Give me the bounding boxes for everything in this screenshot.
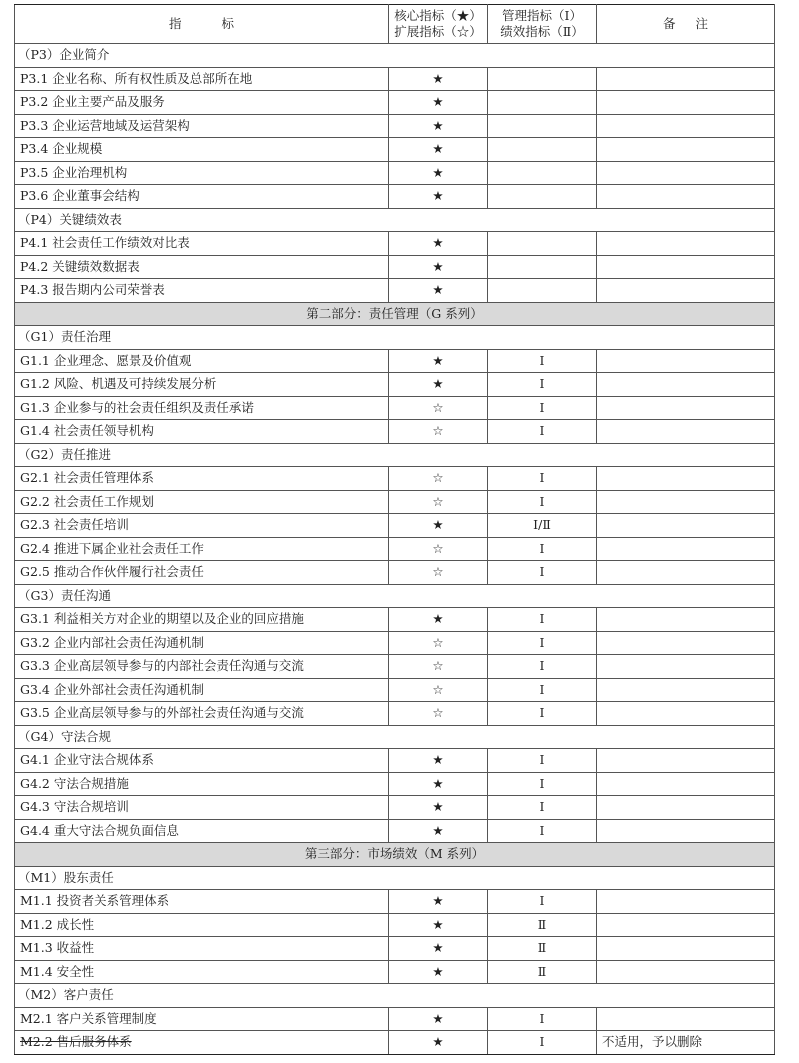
mgmt-type-cell: Ⅰ xyxy=(488,749,597,773)
indicator-cell: G1.4 社会责任领导机构 xyxy=(15,420,389,444)
remark-cell xyxy=(597,373,775,397)
section-heading: （G1）责任治理 xyxy=(15,326,775,350)
mgmt-type-cell: Ⅰ xyxy=(488,655,597,679)
table-row xyxy=(15,420,775,444)
core-symbol-cell: ☆ xyxy=(389,702,488,726)
section-heading-row xyxy=(15,44,775,68)
core-symbol-cell: ★ xyxy=(389,91,488,115)
header-core-line1: 核心指标（★） xyxy=(394,8,482,23)
table-row xyxy=(15,396,775,420)
indicator-table-sheet xyxy=(14,4,774,1055)
table-row xyxy=(15,796,775,820)
remark-cell xyxy=(597,232,775,256)
indicator-cell: G3.5 企业高层领导参与的外部社会责任沟通与交流 xyxy=(15,702,389,726)
core-symbol-cell: ☆ xyxy=(389,490,488,514)
remark-cell xyxy=(597,420,775,444)
table-row xyxy=(15,232,775,256)
mgmt-type-cell xyxy=(488,138,597,162)
remark-cell xyxy=(597,702,775,726)
table-row xyxy=(15,185,775,209)
table-row xyxy=(15,537,775,561)
remark-cell xyxy=(597,913,775,937)
core-symbol-cell: ★ xyxy=(389,796,488,820)
indicator-cell: M1.3 收益性 xyxy=(15,937,389,961)
indicator-cell: G4.3 守法合规培训 xyxy=(15,796,389,820)
table-row xyxy=(15,67,775,91)
header-core xyxy=(389,5,488,44)
indicator-cell: M1.4 安全性 xyxy=(15,960,389,984)
table-row xyxy=(15,467,775,491)
core-symbol-cell: ★ xyxy=(389,819,488,843)
table-row xyxy=(15,913,775,937)
remark-cell xyxy=(597,255,775,279)
mgmt-type-cell xyxy=(488,161,597,185)
mgmt-type-cell: Ⅱ xyxy=(488,960,597,984)
table-row xyxy=(15,114,775,138)
indicator-cell: G1.2 风险、机遇及可持续发展分析 xyxy=(15,373,389,397)
core-symbol-cell: ★ xyxy=(389,255,488,279)
remark-cell xyxy=(597,655,775,679)
mgmt-type-cell: Ⅰ xyxy=(488,373,597,397)
mgmt-type-cell: Ⅰ xyxy=(488,890,597,914)
indicator-cell: G2.4 推进下属企业社会责任工作 xyxy=(15,537,389,561)
indicator-cell: G2.2 社会责任工作规划 xyxy=(15,490,389,514)
mgmt-type-cell: Ⅱ xyxy=(488,937,597,961)
core-symbol-cell: ★ xyxy=(389,185,488,209)
mgmt-type-cell: Ⅰ xyxy=(488,631,597,655)
core-symbol-cell: ★ xyxy=(389,161,488,185)
table-row xyxy=(15,819,775,843)
indicator-cell: G4.1 企业守法合规体系 xyxy=(15,749,389,773)
mgmt-type-cell: Ⅰ xyxy=(488,1031,597,1055)
remark-cell xyxy=(597,91,775,115)
mgmt-type-cell: Ⅰ/Ⅱ xyxy=(488,514,597,538)
core-symbol-cell: ★ xyxy=(389,114,488,138)
mgmt-type-cell xyxy=(488,91,597,115)
section-heading-row xyxy=(15,584,775,608)
indicator-cell: G1.3 企业参与的社会责任组织及责任承诺 xyxy=(15,396,389,420)
mgmt-type-cell: Ⅰ xyxy=(488,772,597,796)
part-heading-row xyxy=(15,843,775,867)
section-heading: （G4）守法合规 xyxy=(15,725,775,749)
core-symbol-cell: ★ xyxy=(389,608,488,632)
indicator-cell: G2.1 社会责任管理体系 xyxy=(15,467,389,491)
table-row xyxy=(15,91,775,115)
table-row xyxy=(15,631,775,655)
indicator-cell: P3.3 企业运营地域及运营架构 xyxy=(15,114,389,138)
indicator-cell: M1.1 投资者关系管理体系 xyxy=(15,890,389,914)
mgmt-type-cell xyxy=(488,279,597,303)
remark-cell xyxy=(597,185,775,209)
table-row xyxy=(15,890,775,914)
table-row xyxy=(15,373,775,397)
remark-cell xyxy=(597,467,775,491)
remark-cell xyxy=(597,67,775,91)
remark-cell xyxy=(597,114,775,138)
section-heading: （G3）责任沟通 xyxy=(15,584,775,608)
section-heading: （P3）企业简介 xyxy=(15,44,775,68)
core-symbol-cell: ★ xyxy=(389,279,488,303)
mgmt-type-cell: Ⅰ xyxy=(488,702,597,726)
header-mgmt-line1: 管理指标（Ⅰ） xyxy=(502,8,582,23)
mgmt-type-cell xyxy=(488,185,597,209)
mgmt-type-cell: Ⅰ xyxy=(488,1007,597,1031)
core-symbol-cell: ★ xyxy=(389,349,488,373)
mgmt-type-cell xyxy=(488,67,597,91)
indicator-cell: G3.1 利益相关方对企业的期望以及企业的回应措施 xyxy=(15,608,389,632)
core-symbol-cell: ☆ xyxy=(389,678,488,702)
section-heading: （P4）关键绩效表 xyxy=(15,208,775,232)
part-heading: 第三部分：市场绩效（M 系列） xyxy=(15,843,775,867)
core-symbol-cell: ★ xyxy=(389,960,488,984)
table-header xyxy=(15,5,775,44)
indicator-cell: G2.5 推动合作伙伴履行社会责任 xyxy=(15,561,389,585)
indicator-cell: P3.2 企业主要产品及服务 xyxy=(15,91,389,115)
core-symbol-cell: ★ xyxy=(389,937,488,961)
table-row xyxy=(15,749,775,773)
section-heading-row xyxy=(15,725,775,749)
core-symbol-cell: ☆ xyxy=(389,561,488,585)
core-symbol-cell: ★ xyxy=(389,1031,488,1055)
core-symbol-cell: ★ xyxy=(389,67,488,91)
table-row xyxy=(15,349,775,373)
table-row xyxy=(15,960,775,984)
section-heading: （G2）责任推进 xyxy=(15,443,775,467)
section-heading-row xyxy=(15,443,775,467)
indicator-cell: M1.2 成长性 xyxy=(15,913,389,937)
indicator-cell: P3.1 企业名称、所有权性质及总部所在地 xyxy=(15,67,389,91)
remark-cell xyxy=(597,819,775,843)
table-row xyxy=(15,655,775,679)
remark-cell xyxy=(597,514,775,538)
indicator-cell: P3.6 企业董事会结构 xyxy=(15,185,389,209)
remark-cell xyxy=(597,490,775,514)
core-symbol-cell: ☆ xyxy=(389,396,488,420)
mgmt-type-cell: Ⅰ xyxy=(488,561,597,585)
header-mgmt xyxy=(488,5,597,44)
section-heading-row xyxy=(15,984,775,1008)
table-row xyxy=(15,702,775,726)
remark-cell xyxy=(597,396,775,420)
indicator-cell: P3.5 企业治理机构 xyxy=(15,161,389,185)
mgmt-type-cell: Ⅰ xyxy=(488,678,597,702)
remark-cell xyxy=(597,749,775,773)
mgmt-type-cell: Ⅰ xyxy=(488,796,597,820)
core-symbol-cell: ★ xyxy=(389,772,488,796)
table-row xyxy=(15,561,775,585)
mgmt-type-cell: Ⅱ xyxy=(488,913,597,937)
mgmt-type-cell: Ⅰ xyxy=(488,467,597,491)
part-heading-row xyxy=(15,302,775,326)
indicator-cell: G1.1 企业理念、愿景及价值观 xyxy=(15,349,389,373)
core-symbol-cell: ☆ xyxy=(389,537,488,561)
remark-cell xyxy=(597,1007,775,1031)
mgmt-type-cell xyxy=(488,255,597,279)
mgmt-type-cell: Ⅰ xyxy=(488,819,597,843)
mgmt-type-cell: Ⅰ xyxy=(488,396,597,420)
table-row xyxy=(15,1031,775,1055)
remark-cell xyxy=(597,537,775,561)
table-row xyxy=(15,514,775,538)
core-symbol-cell: ☆ xyxy=(389,467,488,491)
header-core-line2: 扩展指标（☆） xyxy=(394,24,482,39)
section-heading-row xyxy=(15,208,775,232)
table-row xyxy=(15,161,775,185)
remark-cell: 不适用，予以删除 xyxy=(597,1031,775,1055)
remark-cell xyxy=(597,772,775,796)
table-row xyxy=(15,937,775,961)
indicator-cell: G4.2 守法合规措施 xyxy=(15,772,389,796)
core-symbol-cell: ★ xyxy=(389,514,488,538)
header-remark: 备注 xyxy=(597,5,775,44)
indicator-cell: G3.2 企业内部社会责任沟通机制 xyxy=(15,631,389,655)
core-symbol-cell: ☆ xyxy=(389,631,488,655)
indicator-cell: M2.2 售后服务体系 xyxy=(15,1031,389,1055)
mgmt-type-cell xyxy=(488,232,597,256)
indicator-cell: G2.3 社会责任培训 xyxy=(15,514,389,538)
remark-cell xyxy=(597,279,775,303)
indicator-cell: G3.3 企业高层领导参与的内部社会责任沟通与交流 xyxy=(15,655,389,679)
indicator-cell: P4.1 社会责任工作绩效对比表 xyxy=(15,232,389,256)
header-indicator: 指标 xyxy=(15,5,389,44)
mgmt-type-cell: Ⅰ xyxy=(488,490,597,514)
mgmt-type-cell: Ⅰ xyxy=(488,608,597,632)
mgmt-type-cell: Ⅰ xyxy=(488,537,597,561)
table-row xyxy=(15,138,775,162)
remark-cell xyxy=(597,561,775,585)
remark-cell xyxy=(597,796,775,820)
indicator-cell: P4.3 报告期内公司荣誉表 xyxy=(15,279,389,303)
remark-cell xyxy=(597,138,775,162)
remark-cell xyxy=(597,631,775,655)
table-row xyxy=(15,255,775,279)
header-mgmt-line2: 绩效指标（Ⅱ） xyxy=(500,24,584,39)
table-row xyxy=(15,678,775,702)
core-symbol-cell: ★ xyxy=(389,232,488,256)
table-row xyxy=(15,608,775,632)
core-symbol-cell: ☆ xyxy=(389,420,488,444)
core-symbol-cell: ★ xyxy=(389,1007,488,1031)
remark-cell xyxy=(597,608,775,632)
mgmt-type-cell: Ⅰ xyxy=(488,349,597,373)
section-heading-row xyxy=(15,326,775,350)
table-row xyxy=(15,772,775,796)
remark-cell xyxy=(597,161,775,185)
indicator-cell: M2.1 客户关系管理制度 xyxy=(15,1007,389,1031)
remark-cell xyxy=(597,349,775,373)
section-heading-row xyxy=(15,866,775,890)
section-heading: （M1）股东责任 xyxy=(15,866,775,890)
table-row xyxy=(15,490,775,514)
mgmt-type-cell: Ⅰ xyxy=(488,420,597,444)
indicator-cell: G3.4 企业外部社会责任沟通机制 xyxy=(15,678,389,702)
indicator-cell: P4.2 关键绩效数据表 xyxy=(15,255,389,279)
remark-cell xyxy=(597,937,775,961)
table-row xyxy=(15,279,775,303)
table-row xyxy=(15,1007,775,1031)
core-symbol-cell: ★ xyxy=(389,749,488,773)
mgmt-type-cell xyxy=(488,114,597,138)
indicator-cell: P3.4 企业规模 xyxy=(15,138,389,162)
remark-cell xyxy=(597,960,775,984)
indicator-cell: G4.4 重大守法合规负面信息 xyxy=(15,819,389,843)
core-symbol-cell: ★ xyxy=(389,373,488,397)
core-symbol-cell: ★ xyxy=(389,138,488,162)
remark-cell xyxy=(597,890,775,914)
core-symbol-cell: ★ xyxy=(389,913,488,937)
core-symbol-cell: ☆ xyxy=(389,655,488,679)
indicator-table xyxy=(14,4,775,1055)
core-symbol-cell: ★ xyxy=(389,890,488,914)
remark-cell xyxy=(597,678,775,702)
part-heading: 第二部分：责任管理（G 系列） xyxy=(15,302,775,326)
table-body xyxy=(15,44,775,1055)
section-heading: （M2）客户责任 xyxy=(15,984,775,1008)
